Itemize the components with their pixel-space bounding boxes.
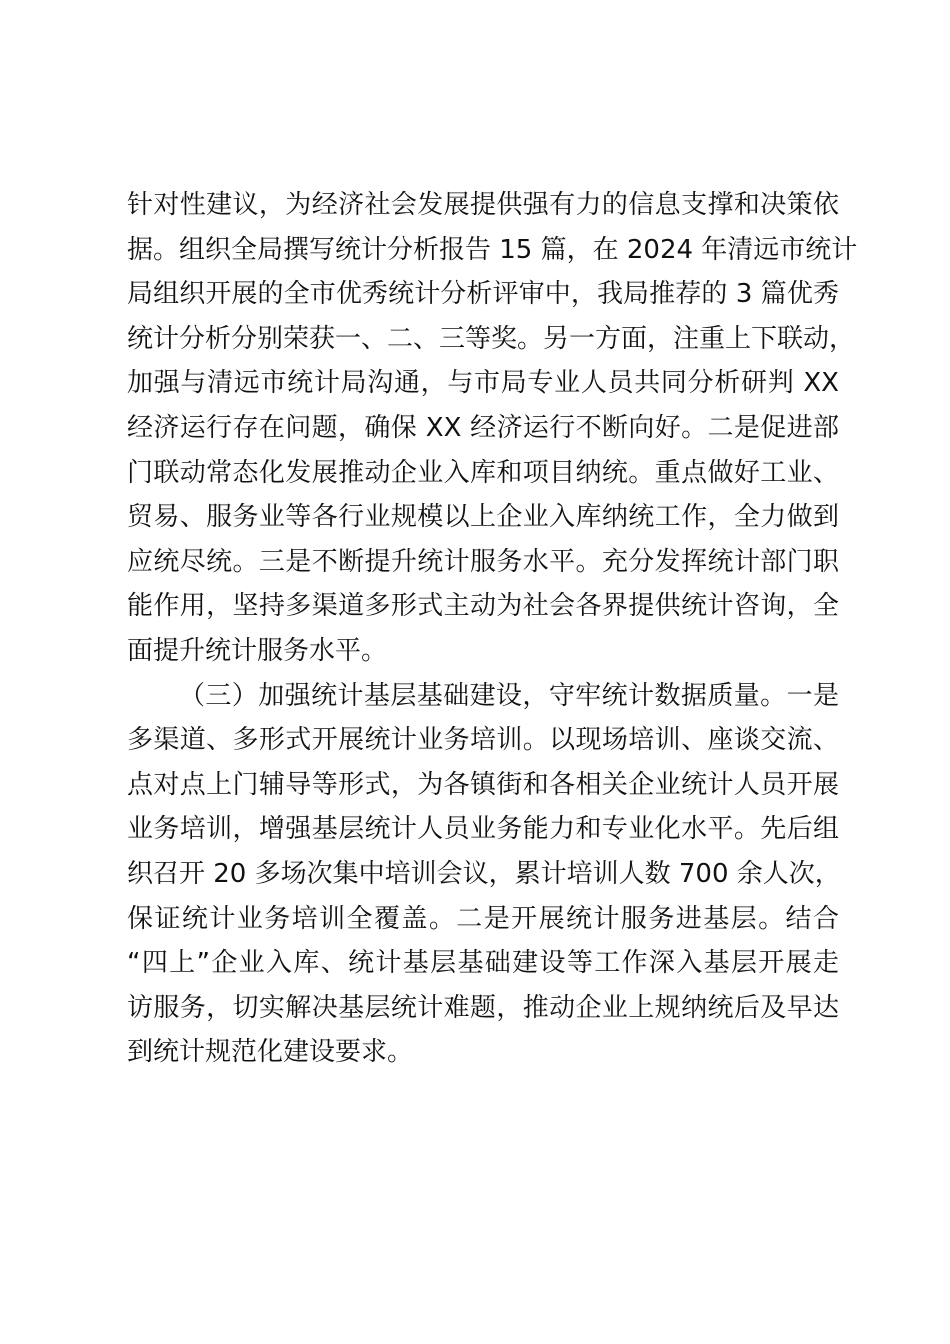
- text-line: 到统计规范化建设要求。: [127, 1037, 414, 1068]
- paragraph-1: [127, 183, 858, 674]
- text-line: 加强与清远市统计局沟通，与市局专业人员共同分析研判 XX: [127, 368, 839, 399]
- text-line: 应统尽统。三是不断提升统计服务水平。充分发挥统计部门职: [127, 546, 839, 577]
- text-line: 能作用，坚持多渠道多形式主动为社会各界提供统计咨询，全: [127, 591, 839, 622]
- text-line: 织召开 20 多场次集中培训会议，累计培训人数 700 余人次，: [127, 858, 841, 889]
- text-line: 贸易、服务业等各行业规模以上企业入库纳统工作，全力做到: [127, 502, 839, 533]
- document-body: [127, 183, 858, 1075]
- text-line: 局组织开展的全市优秀统计分析评审中，我局推荐的 3 篇优秀: [127, 279, 839, 310]
- text-line: 经济运行存在问题，确保 XX 经济运行不断向好。二是促进部: [127, 412, 839, 443]
- text-line: 面提升统计服务水平。: [127, 635, 388, 666]
- text-line: 统计分析分别荣获一、二、三等奖。另一方面，注重上下联动，: [127, 323, 856, 354]
- text-line: 保证统计业务培训全覆盖。二是开展统计服务进基层。结合: [127, 903, 839, 934]
- text-line: 访服务，切实解决基层统计难题，推动企业上规纳统后及早达: [127, 992, 839, 1023]
- text-line: 多渠道、多形式开展统计业务培训。以现场培训、座谈交流、: [127, 725, 839, 756]
- text-line: 据。组织全局撰写统计分析报告 15 篇，在 2024 年清远市统计: [127, 234, 858, 265]
- text-line: 针对性建议，为经济社会发展提供强有力的信息支撑和决策依: [127, 190, 839, 220]
- paragraph-2: [127, 674, 839, 1075]
- text-line: 门联动常态化发展推动企业入库和项目纳统。重点做好工业、: [127, 457, 839, 488]
- text-line: 业务培训，增强基层统计人员业务能力和专业化水平。先后组: [127, 814, 839, 845]
- section-heading-line: （三）加强统计基层基础建设，守牢统计数据质量。一是: [179, 680, 839, 711]
- text-line: 点对点上门辅导等形式，为各镇街和各相关企业统计人员开展: [127, 769, 839, 800]
- text-line: “四上”企业入库、统计基层基础建设等工作深入基层开展走: [127, 948, 839, 979]
